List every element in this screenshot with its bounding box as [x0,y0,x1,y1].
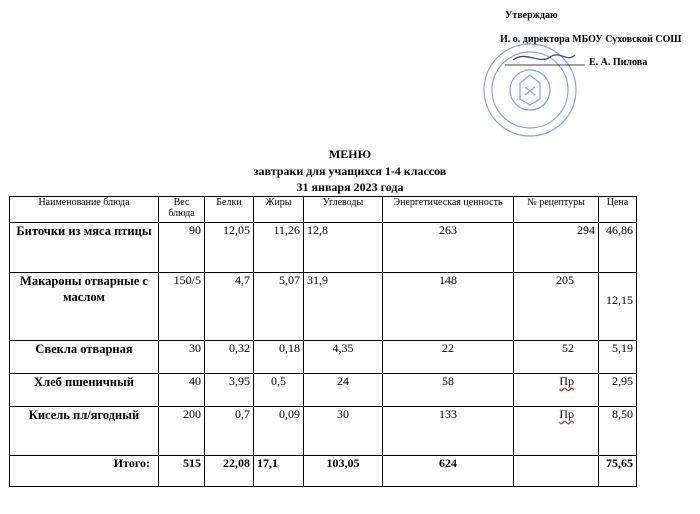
dish-recipe-cell [514,374,599,407]
total-price: 75,65 [599,456,637,487]
menu-title: МЕНЮ [328,147,372,161]
dish-weight: 200 [159,407,205,456]
dish-weight: 30 [159,341,205,374]
total-carbs: 103,05 [304,456,383,487]
dish-name: Биточки из мяса птицы [10,223,159,273]
total-protein: 22,08 [205,456,254,487]
column-header: Жиры [254,197,304,223]
total-label: Итого: [10,456,159,487]
dish-fat: 0,5 [254,374,304,407]
dish-recipe: Пр [559,374,574,388]
menu-date: 31 января 2023 года [296,180,404,194]
table-row [10,374,637,407]
approval-signer: Е. А. Пилова [589,57,648,68]
table-header-row [10,197,637,223]
dish-energy: 22 [383,341,514,374]
dish-protein: 4,7 [205,273,254,341]
dish-name: Хлеб пшеничный [10,374,159,407]
column-header: Белки [205,197,254,223]
dish-weight: 90 [159,223,205,273]
dish-recipe: 294 [514,223,599,273]
dish-recipe: Пр [559,407,574,421]
column-header: Вес блюда [159,197,205,223]
dish-protein: 3,95 [205,374,254,407]
dish-price: 46,86 [599,223,637,273]
dish-fat: 11,26 [254,223,304,273]
dish-protein: 0,7 [205,407,254,456]
dish-fat: 5,07 [254,273,304,341]
column-header: № рецептуры [514,197,599,223]
total-fat: 17,1 [254,456,304,487]
dish-name: Свекла отварная [10,341,159,374]
dish-carbs: 12,8 [304,223,383,273]
total-energy: 624 [383,456,514,487]
dish-price: 5,19 [599,341,637,374]
table-row [10,407,637,456]
column-header: Энергетическая ценность [383,197,514,223]
column-header: Цена [599,197,637,223]
column-header: Наименование блюда [10,197,159,223]
dish-name: Макароны отварные с маслом [10,273,159,341]
table-row [10,273,637,341]
column-header: Углеводы [304,197,383,223]
dish-weight: 150/5 [159,273,205,341]
official-stamp-icon [455,35,605,140]
dish-carbs: 31,9 [304,273,383,341]
table-row [10,223,637,273]
dish-energy: 133 [383,407,514,456]
dish-energy: 148 [383,273,514,341]
dish-fat: 0,18 [254,341,304,374]
total-recipe [514,456,599,487]
approval-position: И. о. директора МБОУ Суховской СОШ [500,34,682,45]
dish-weight: 40 [159,374,205,407]
dish-energy: 58 [383,374,514,407]
total-row [10,456,637,487]
approval-heading: Утверждаю [505,10,558,21]
total-weight: 515 [159,456,205,487]
dish-protein: 12,05 [205,223,254,273]
menu-table [9,196,637,487]
dish-carbs: 4,35 [304,341,383,374]
dish-energy: 263 [383,223,514,273]
dish-price: 12,15 [599,273,637,341]
dish-price: 2,95 [599,374,637,407]
table-row [10,341,637,374]
dish-protein: 0,32 [205,341,254,374]
dish-carbs: 24 [304,374,383,407]
dish-fat: 0,09 [254,407,304,456]
dish-name: Кисель пл/ягодный [10,407,159,456]
dish-carbs: 30 [304,407,383,456]
dish-recipe-cell [514,407,599,456]
dish-recipe: 52 [514,341,599,374]
dish-recipe: 205 [514,273,599,341]
menu-subtitle: завтраки для учащихся 1-4 классов [253,164,447,178]
dish-price: 8,50 [599,407,637,456]
